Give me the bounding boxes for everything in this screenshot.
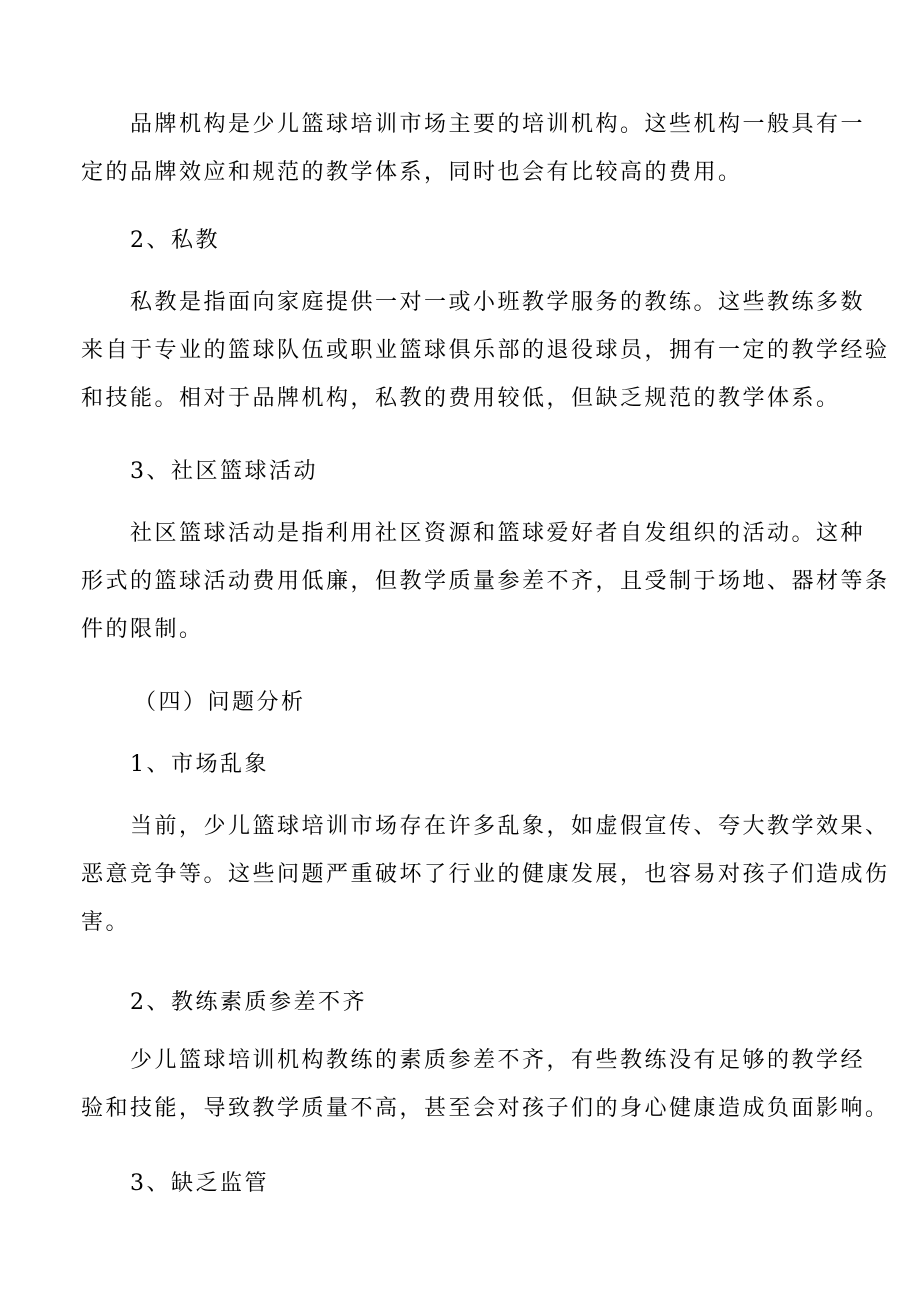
paragraph-private-coach [81, 279, 890, 423]
section-title-problem-analysis [134, 679, 894, 727]
paragraph-coach-quality [81, 1037, 890, 1133]
section-heading-private-coach [130, 217, 890, 265]
paragraph-line: 社区篮球活动是指利用社区资源和篮球爱好者自发组织的活动。这种 [130, 521, 866, 546]
paragraph-line: 和技能。相对于品牌机构，私教的费用较低，但缺乏规范的教学体系。 [81, 386, 841, 411]
heading-text: 2、私教 [130, 228, 220, 253]
paragraph-line: 来自于专业的篮球队伍或职业篮球俱乐部的退役球员，拥有一定的教学经验 [81, 338, 890, 363]
paragraph-line: 恶意竞争等。这些问题严重破坏了行业的健康发展，也容易对孩子们造成伤 [81, 862, 890, 887]
paragraph-brand-institutions [81, 101, 866, 197]
paragraph-market-chaos [81, 803, 890, 947]
section-heading-community-basketball [130, 448, 890, 496]
heading-text: 1、市场乱象 [130, 752, 269, 777]
section-heading-market-chaos [130, 741, 890, 789]
paragraph-line: 当前，少儿篮球培训市场存在许多乱象，如虚假宣传、夸大教学效果、 [130, 814, 890, 839]
paragraph-line: 品牌机构是少儿篮球培训市场主要的培训机构。这些机构一般具有一 [130, 112, 866, 137]
section-heading-coach-quality [130, 979, 890, 1027]
paragraph-line: 定的品牌效应和规范的教学体系，同时也会有比较高的费用。 [81, 160, 743, 185]
heading-text: 3、社区篮球活动 [130, 459, 318, 484]
paragraph-line: 私教是指面向家庭提供一对一或小班教学服务的教练。这些教练多数 [130, 290, 866, 315]
heading-text: 2、教练素质参差不齐 [130, 990, 367, 1015]
paragraph-line: 验和技能，导致教学质量不高，甚至会对孩子们的身心健康造成负面影响。 [81, 1096, 890, 1121]
paragraph-line: 形式的篮球活动费用低廉，但教学质量参差不齐，且受制于场地、器材等条 [81, 569, 890, 594]
paragraph-community-basketball [81, 510, 890, 654]
paragraph-line: 件的限制。 [81, 617, 204, 642]
section-title-text: （四）问题分析 [134, 690, 306, 715]
heading-text: 3、缺乏监管 [130, 1171, 269, 1196]
paragraph-line: 害。 [81, 910, 131, 935]
paragraph-line: 少儿篮球培训机构教练的素质参差不齐，有些教练没有足够的教学经 [130, 1048, 866, 1073]
section-heading-lack-of-supervision [130, 1160, 890, 1208]
